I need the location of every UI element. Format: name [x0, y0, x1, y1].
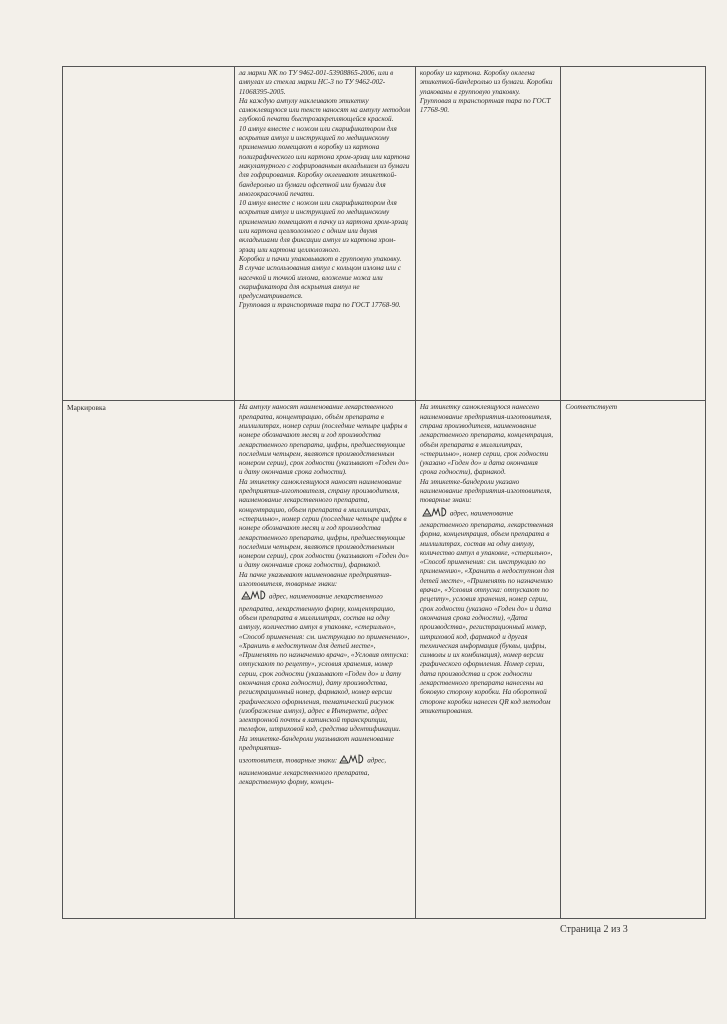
row1-col2-p1: На каждую ампулу наклеивают этикетку самоклеящуюся или текст наносят на ампулу методом глубокой печати быстрозакрепляющейся краской.: [238, 96, 411, 124]
row2-col2-part-a: На ампулу наносят наименование лекарственного препарата, концентрацию, объём препарата в миллилитрах, номер серии (последние четыре цифры в номере обозначают месяц и год производства лекарственного препарата, цифры, предшествующие последним четырем, являются производственным номером серии), срок годности (указывают «Годен до» и дату окончания срока годности). На этикетку самоклеящуюся наносят наименование предприятия-изготовителя, страну производителя, наименование лекарственного препарата, концентрацию, объем препарата в миллилитрах, «стерильно», номер серии (последние четыре цифры в номере обозначают месяц и год производства лекарственного препарата, цифры, предшествующие последним четырем, являются производственным номером серии), срок годности (указывают «Годен до» и дату окончания срока годности), фармакод. На пачке указывают наименование предприятия-изготовителя, товарные знаки:: [238, 403, 409, 589]
parameter-label-marking: Маркировка: [67, 403, 106, 413]
row1-col3-p0: коробку из картона. Коробку оклеена этикеткой-бандеролью из бумаги. Коробки упакованы в групповую упаковку.: [419, 69, 553, 96]
row2-col3-part-a: На этикетку самоклеящуюся нанесено наименование предприятия-изготовителя, страна производителя, наименование лекарственного препарата, концентрация, объём препарата в миллилитрах, «стерильно», номер серии, срок годности (указано «Годен до» и дата окончания срока годности), фармакод. На этикетке-бандероли указано наименование предприятия-изготовителя, товарные знаки:: [419, 403, 554, 505]
row1-col2-p6: Групповая и транспортная тара по ГОСТ 17768-90.: [238, 301, 401, 310]
trademark-logo-icon: [241, 589, 267, 604]
row1-col2-p3: 10 ампул вместе с ножом или скарификатором для вскрытия ампул и инструкцией по медицинскому применению помещают в пачку из картона хром-эрзац или картона целлюлозного с одним или двумя вкладышами для фиксации ампул из картона хром-эрзац или картона целлюлозного.: [238, 199, 408, 254]
row1-col3-p1: Групповая и транспортная тара по ГОСТ 17768-90.: [419, 96, 551, 115]
table-row: [63, 401, 706, 919]
specification-table: [62, 66, 706, 919]
row2-result-cell: [415, 401, 561, 919]
row2-conclusion-cell: [561, 401, 706, 919]
row1-col2-p2: 10 ампул вместе с ножом или скарификатором для вскрытия ампул и инструкцией по медицинскому применению помещают в коробку из картона полиграфического или картона хром-эрзац или картона макулатурного с гофрированным вкладышем из бумаги для гофрирования. Коробку оклеивают этикеткой-бандеролью из бумаги офсетной или бумаги для многокрасочной печати.: [238, 124, 410, 198]
row2-requirement-cell: [234, 401, 415, 919]
table-row: [63, 67, 706, 401]
row1-requirement-cell: [234, 67, 415, 401]
row1-parameter-cell: [63, 67, 235, 401]
conclusion-complies: Соответствует: [565, 403, 618, 412]
row2-parameter-cell: [63, 401, 235, 919]
page-number: Страница 2 из 3: [560, 924, 628, 935]
row1-col2-p5: В случае использования ампул с кольцом излома или с насечкой и точкой излома, вложение ножа или скарификатора для вскрытия ампул не предусматривается.: [238, 264, 401, 301]
row1-col2-p0: ла марки NK по ТУ 9462-001-53908865-2006, или в ампулах из стекла марки НС-3 по ТУ 9462-002-11068395-2005.: [238, 69, 394, 96]
row1-result-cell: [415, 67, 561, 401]
row2-col3-trademark-line: адрес, наименование лекарственного препарата, лекарственная форма, концентрация, объем препарата в миллилитрах, состав на одну ампулу, количество ампул в упаковке, «стерильно», «Способ применения: см. инструкцию по применению», «Хранить в недоступном для детей месте», «Применять по назначению врача», «Условия отпуска: отпускают по рецепту», условия хранения, номер серии, срок годности (указано «Годен до» и дата окончания срока годности), «Дата производства», регистрационный номер, штриховой код, фармакод и другая техническая информация (буквы, цифры, символы и их комбинация), номер версии графического оформления. Номер серии, дата производства и срок годности лекарственного препарата нанесены на боковую сторону коробки. На оборотной стороне коробки нанесен QR код методом этикетирования.: [420, 506, 557, 717]
row2-col2-trademark-line: адрес, наименование лекарственного препарата, лекарственную форму, концентрацию, объем препарата в миллилитрах, состав на одну ампулу, количество ампул в упаковке, «стерильно», «Способ применения: см. инструкцию по применению», «Хранить в недоступном для детей месте», «Применять по назначению врача», «Условия отпуска: отпускают по рецепту», условия хранения, номер серии, срок годности (указывают «Годен до» и дату окончания срока годности), дату производства, регистрационный номер, фармакод, номер версии графического оформления, тематический рисунок (изображение ампул), адрес в Интернете, адрес электронной почты в латинской транскрипции, телефон, штриховой код, средства идентификации. На этикетке-бандероли указывают наименование предприятия-: [239, 589, 411, 753]
row1-conclusion-cell: [561, 67, 706, 401]
row1-col2-p4: Коробки и пачки упаковывают в групповую упаковку.: [238, 254, 402, 263]
trademark-logo-icon: [339, 753, 365, 768]
trademark-logo-icon: [422, 506, 448, 521]
row2-col2-part-c: изготовителя, товарные знаки: адрес, наименование лекарственного препарата, лекарственную форму, концен-: [239, 753, 411, 787]
